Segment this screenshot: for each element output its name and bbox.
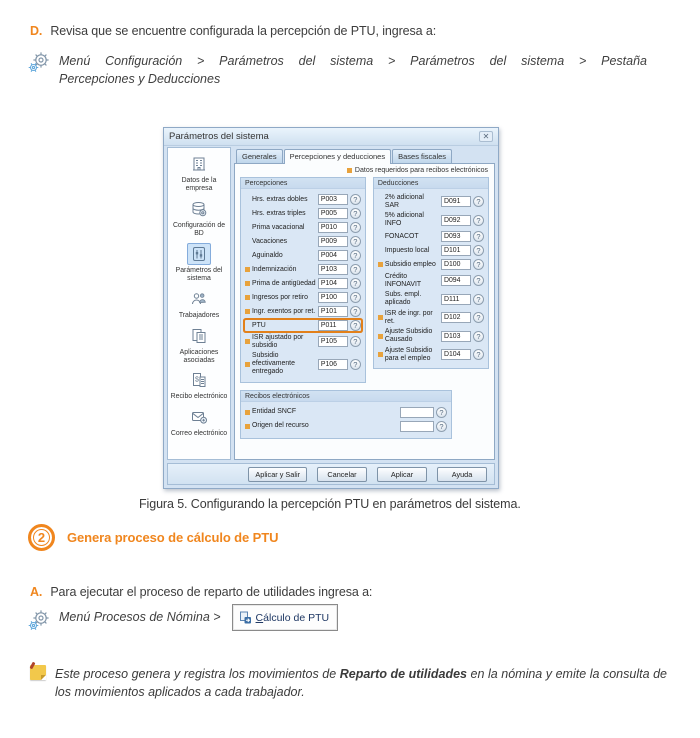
menu-path-procesos — [28, 604, 338, 631]
sidebar-item-label: Trabajadores — [178, 311, 220, 319]
dialog-button-bar — [167, 463, 495, 485]
step-2-title: Genera proceso de cálculo de PTU — [67, 530, 279, 545]
close-icon[interactable]: ✕ — [479, 131, 493, 142]
sidebar-item-label: Parámetros del sistema — [175, 266, 223, 282]
param-label: Impuesto local — [384, 246, 430, 254]
sticky-note-icon — [30, 665, 46, 680]
tab-page-percepciones-deducciones — [234, 163, 495, 460]
step-d-text: Revisa que se encuentre configurada la percepción de PTU, ingresa a: — [50, 24, 437, 38]
tab-percepciones-y-deducciones[interactable]: Percepciones y deducciones — [284, 149, 391, 164]
param-code-field[interactable]: P005 — [318, 208, 348, 219]
help-icon[interactable]: ? — [350, 236, 361, 247]
required-bullet — [378, 352, 383, 357]
sidebar-item-label: Configuración de BD — [172, 221, 226, 237]
company-building-icon — [187, 153, 211, 175]
associated-apps-icon — [187, 325, 211, 347]
param-code-field[interactable]: D104 — [441, 349, 471, 360]
param-row-2-adicional-sar — [378, 194, 484, 209]
figure-caption: Figura 5. Configurando la percepción PTU en parámetros del sistema. — [139, 497, 521, 511]
param-label: Ajuste Subsidio para el empleo — [384, 346, 433, 362]
param-row-hrs-extras-triples — [245, 208, 361, 219]
param-code-field[interactable]: P103 — [318, 264, 348, 275]
step-a-line — [30, 585, 680, 599]
aplicar-button[interactable]: Aplicar — [377, 467, 427, 482]
param-row-fonacot — [378, 231, 484, 242]
group-deducciones — [373, 177, 489, 369]
param-label: FONACOT — [384, 232, 419, 240]
aplicar-y-salir-button[interactable]: Aplicar y Salir — [248, 467, 307, 482]
param-row-prima-de-antiguedad — [245, 278, 361, 289]
param-label: Ingresos por retiro — [252, 293, 308, 301]
param-label: Origen del recurso — [252, 422, 309, 430]
param-row-indemnizacion — [245, 264, 361, 275]
param-label: Subsidio efectivamente entregado — [252, 352, 295, 375]
required-bullet — [245, 424, 250, 429]
param-code-field[interactable]: P004 — [318, 250, 348, 261]
menu-procesos-text: Menú Procesos de Nómina > — [59, 609, 221, 624]
dialog-titlebar[interactable] — [164, 128, 498, 146]
param-label: Aguinaldo — [252, 251, 283, 259]
param-row-5-adicional-info — [378, 212, 484, 227]
param-label: Prima vacacional — [252, 223, 305, 231]
help-icon[interactable]: ? — [350, 194, 361, 205]
sidebar-item-correo-electronico[interactable] — [169, 406, 229, 438]
email-icon — [187, 406, 211, 428]
help-icon[interactable]: ? — [350, 320, 361, 331]
param-row-aguinaldo — [245, 250, 361, 261]
required-bullet — [245, 309, 250, 314]
group-percepciones-title: Percepciones — [241, 178, 365, 189]
param-row-ingr-exentos-por-ret — [245, 306, 361, 317]
param-row-subs-empl-aplicado — [378, 291, 484, 306]
param-row-hrs-extras-dobles — [245, 194, 361, 205]
param-row-ajuste-subsidio-para-el-empleo — [378, 347, 484, 362]
param-code-field[interactable]: P011 — [318, 320, 348, 331]
group-percepciones — [240, 177, 366, 383]
param-label: ISR ajustado por subsidio — [252, 334, 304, 349]
param-code-field[interactable]: P104 — [318, 278, 348, 289]
ayuda-button[interactable]: Ayuda — [437, 467, 487, 482]
param-label: Hrs. extras triples — [252, 209, 306, 217]
help-icon[interactable]: ? — [350, 292, 361, 303]
system-parameters-icon — [187, 243, 211, 265]
step-d-letter: D. — [30, 24, 43, 38]
svg-text:$: $ — [195, 376, 199, 384]
dialog-title: Parámetros del sistema — [169, 131, 269, 142]
help-icon[interactable]: ? — [350, 208, 361, 219]
help-icon[interactable]: ? — [473, 245, 484, 256]
menu-path-configuracion — [28, 53, 647, 88]
param-row-impuesto-local — [378, 245, 484, 256]
help-icon[interactable]: ? — [350, 306, 361, 317]
step-2-heading — [28, 524, 278, 551]
cancelar-button[interactable]: Cancelar — [317, 467, 367, 482]
param-label: 5% adicional INFO — [384, 212, 424, 228]
param-row-entidad-sncf — [245, 407, 447, 418]
param-label: Crédito INFONAVIT — [384, 272, 422, 288]
group-deducciones-title: Deducciones — [374, 178, 488, 189]
database-icon — [187, 198, 211, 220]
param-code-field[interactable] — [400, 407, 434, 418]
menu-path-line2: Percepciones y Deducciones — [59, 71, 221, 86]
param-label: Ingr. exentos por ret. — [252, 307, 316, 315]
help-icon[interactable]: ? — [473, 294, 484, 305]
workers-icon — [187, 288, 211, 310]
param-code-field[interactable]: P003 — [318, 194, 348, 205]
required-bullet — [245, 281, 250, 286]
sidebar-item-label: Datos de la empresa — [181, 177, 217, 192]
param-code-field[interactable]: P105 — [318, 336, 348, 347]
help-icon[interactable]: ? — [350, 278, 361, 289]
param-code-field[interactable]: P010 — [318, 222, 348, 233]
sidebar-item-configuracion-de-bd[interactable] — [169, 198, 229, 238]
param-code-field[interactable]: D094 — [441, 275, 471, 286]
electronic-receipt-icon — [187, 369, 211, 391]
dialog-tabs — [234, 147, 495, 163]
help-icon[interactable]: ? — [473, 259, 484, 270]
step-a-letter: A. — [30, 585, 43, 599]
note-text: Este proceso genera y registra los movimientos de Reparto de utilidades en la nómina y emite la consulta de los movimientos aplicados a cada trabajador. — [55, 667, 667, 700]
calculo-de-ptu-button[interactable] — [232, 604, 339, 631]
menu-path-line1: Menú Configuración > Parámetros del sistema > Parámetros del sistema > Pestaña — [59, 54, 647, 68]
step-d-line — [30, 24, 680, 38]
sidebar-item-label: Correo electrónico — [170, 430, 228, 438]
help-icon[interactable]: ? — [473, 231, 484, 242]
required-bullet — [347, 168, 352, 173]
param-label: PTU — [252, 321, 266, 329]
required-bullet — [245, 362, 250, 367]
param-label: Subs. empl. aplicado — [384, 291, 422, 307]
param-label: Subsidio empleo — [384, 260, 436, 268]
param-row-subsidio-efectivamente-entregado — [245, 352, 361, 375]
help-icon[interactable]: ? — [473, 275, 484, 286]
param-label: Entidad SNCF — [252, 408, 297, 416]
help-icon[interactable]: ? — [350, 264, 361, 275]
help-icon[interactable]: ? — [350, 222, 361, 233]
help-icon[interactable]: ? — [473, 215, 484, 226]
help-icon[interactable]: ? — [473, 349, 484, 360]
required-bullet — [378, 334, 383, 339]
help-icon[interactable]: ? — [473, 331, 484, 342]
sidebar-item-aplicaciones-asociadas[interactable] — [169, 325, 229, 365]
dialog-sidebar — [167, 147, 231, 460]
sidebar-item-datos-de-la-empresa[interactable] — [169, 153, 229, 193]
param-row-isr-ajustado-por-subsidio — [245, 334, 361, 349]
required-bullet — [378, 315, 383, 320]
param-row-credito-infonavit — [378, 273, 484, 288]
param-row-origen-del-recurso — [245, 421, 447, 432]
param-code-field[interactable]: D093 — [441, 231, 471, 242]
param-code-field[interactable]: D091 — [441, 196, 471, 207]
help-icon[interactable]: ? — [350, 250, 361, 261]
param-label: Vacaciones — [252, 237, 288, 245]
step-2-number-badge — [28, 524, 55, 551]
param-row-ptu — [245, 320, 361, 331]
calculo-de-ptu-label: Cálculo de PTU — [255, 611, 330, 624]
param-row-subsidio-empleo — [378, 259, 484, 270]
param-code-field[interactable]: D092 — [441, 215, 471, 226]
info-note — [30, 665, 667, 701]
step-2-number: 2 — [37, 530, 46, 545]
required-note-text: Datos requeridos para recibos electrónicos — [354, 167, 488, 174]
tab-bases-fiscales[interactable]: Bases fiscales — [392, 149, 452, 163]
required-bullet — [245, 295, 250, 300]
param-row-ajuste-subsidio-causado — [378, 328, 484, 343]
sidebar-item-recibo-electronico[interactable] — [169, 369, 229, 401]
param-label: Ajuste Subsidio Causado — [384, 328, 433, 344]
param-label: 2% adicional SAR — [384, 194, 424, 209]
group-recibos-title: Recibos electrónicos — [241, 391, 451, 402]
help-icon[interactable]: ? — [350, 359, 361, 370]
parametros-del-sistema-dialog — [163, 127, 499, 489]
help-icon[interactable]: ? — [436, 421, 447, 432]
group-recibos-electronicos — [240, 390, 452, 439]
param-label: Hrs. extras dobles — [252, 195, 308, 203]
sidebar-item-label: Aplicaciones asociadas — [179, 348, 219, 364]
param-code-field[interactable]: D102 — [441, 312, 471, 323]
help-icon[interactable]: ? — [350, 336, 361, 347]
param-code-field[interactable]: D103 — [441, 331, 471, 342]
param-code-field[interactable]: D101 — [441, 245, 471, 256]
param-label: Indemnización — [252, 265, 297, 273]
required-bullet — [245, 339, 250, 344]
param-row-vacaciones — [245, 236, 361, 247]
gear-icon — [28, 609, 52, 633]
param-label: Prima de antigüedad — [252, 279, 316, 287]
sidebar-item-trabajadores[interactable] — [169, 288, 229, 320]
tab-generales[interactable]: Generales — [236, 149, 283, 163]
required-bullet — [245, 410, 250, 415]
calc-ptu-icon — [238, 611, 252, 625]
param-code-field[interactable]: D100 — [441, 259, 471, 270]
param-row-prima-vacacional — [245, 222, 361, 233]
step-a-text: Para ejecutar el proceso de reparto de utilidades ingresa a: — [50, 585, 373, 599]
help-icon[interactable]: ? — [436, 407, 447, 418]
param-code-field[interactable] — [400, 421, 434, 432]
param-code-field[interactable]: P101 — [318, 306, 348, 317]
required-bullet — [378, 262, 383, 267]
required-data-note — [240, 167, 488, 174]
menu-path-text — [59, 53, 647, 88]
sidebar-item-parametros-del-sistema[interactable] — [169, 243, 229, 283]
sidebar-item-label: Recibo electrónico — [170, 393, 228, 401]
param-label: ISR de ingr. por ret. — [384, 309, 433, 325]
required-bullet — [245, 267, 250, 272]
param-row-isr-de-ingr-por-ret — [378, 310, 484, 325]
param-row-ingresos-por-retiro — [245, 292, 361, 303]
param-code-field[interactable]: P009 — [318, 236, 348, 247]
param-code-field[interactable]: D111 — [441, 294, 471, 305]
param-code-field[interactable]: P100 — [318, 292, 348, 303]
param-code-field[interactable]: P106 — [318, 359, 348, 370]
gear-icon — [28, 51, 52, 75]
help-icon[interactable]: ? — [473, 196, 484, 207]
help-icon[interactable]: ? — [473, 312, 484, 323]
